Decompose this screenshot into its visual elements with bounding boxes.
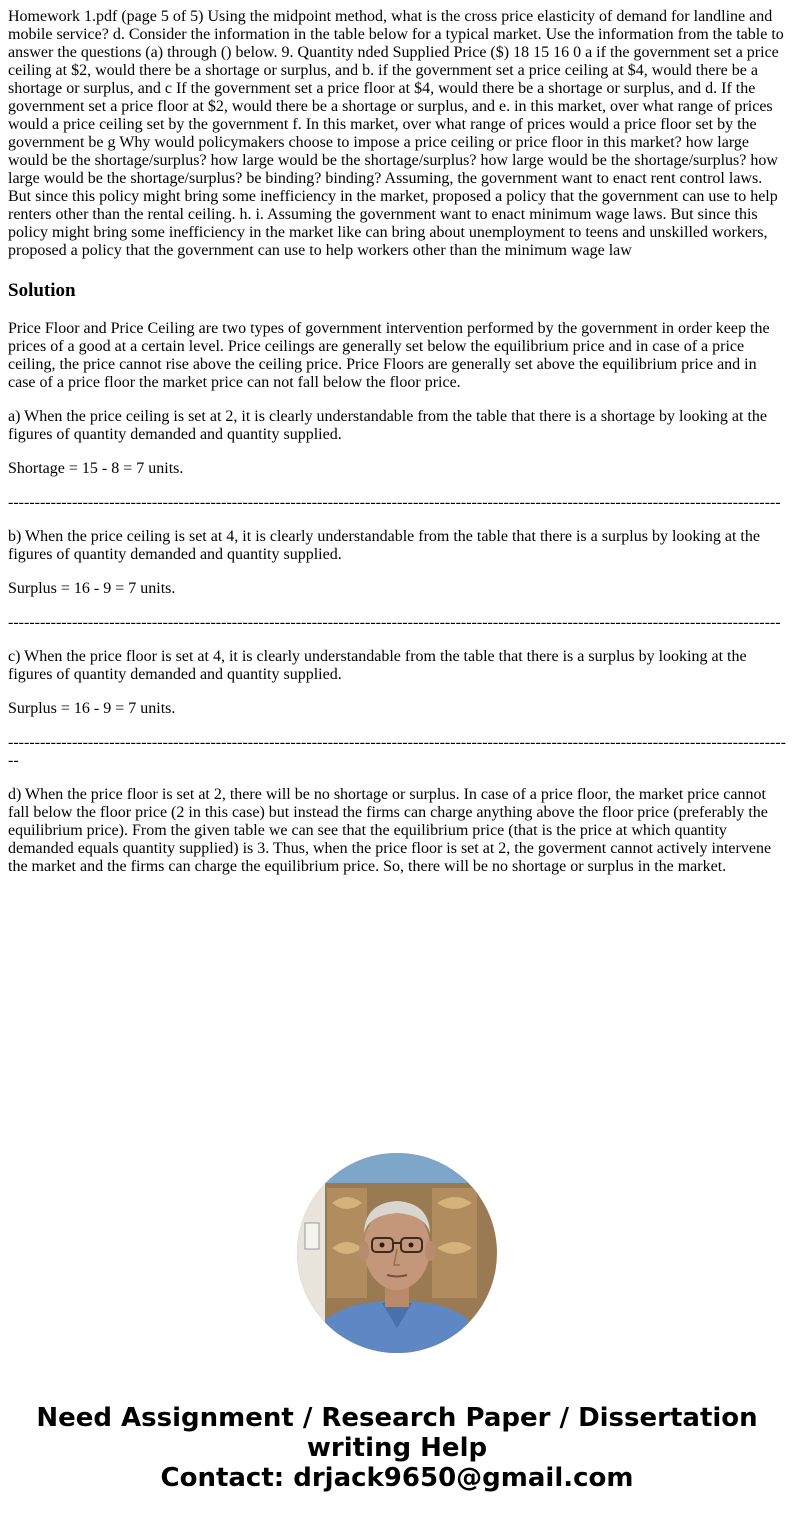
question-text: Homework 1.pdf (page 5 of 5) Using the midpoint method, what is the cross price elasticity of demand for landline and mobile service? d. Consider the information in the table below for a typical market. Use the information from the table to answer the questions (a) through () below. 9. Quantity nded Supplied Price ($) 18 15 16 0 a if the government set a price ceiling at $2, would there be a shortage or surplus, and b. if the government set a price ceiling at $4, would there be a shortage or surplus, and c If the government set a price floor at $4, would there be a shortage or surplus, and d. If the government set a price floor at $2, would there be a shortage or surplus, and e. in this market, over what range of prices would a price ceiling set by the government f. In this market, over what range of prices would a price floor set by the government be g Why would policymakers choose to impose a price ceiling or price floor in this market? how large would be the shortage/surplus? how large would be the shortage/surplus? how large would be the shortage/surplus? how large would be the shortage/surplus? be binding? binding? Assuming, the government want to enact rent control laws. But since this policy might bring some inefficiency in the market, proposed a policy that the government can use to help renters other than the rental ceiling. h. i. Assuming the government want to enact minimum wage laws. But since this policy might bring some inefficiency in the market like can bring about unemployment to teens and unskilled workers, proposed a policy that the government can use to help workers other than the minimum wage law — [8, 8, 784, 259]
footer-contact-email: Contact: drjack9650@gmail.com — [160, 1463, 634, 1493]
answer-a: a) When the price ceiling is set at 2, it is clearly understandable from the table that there is a shortage by looking at the figures of quantity demanded and quantity supplied. — [8, 408, 768, 443]
intro-paragraph: Price Floor and Price Ceiling are two types of government intervention performed by the government in order keep the prices of a good at a certain level. Price ceilings are generally set below the equilibrium price and in case of a price ceiling, the price cannot rise above the ceiling price. Price Floors are generally set above the equilibrium price and in case of a price floor the market price can not fall below the floor price. — [8, 320, 770, 391]
footer-line-1: Need Assignment / Research Paper / Dissertation — [36, 1403, 758, 1433]
divider-line: ------------------------------------------------------------------------------------------------------------------------------------------------- — [8, 614, 781, 631]
answer-c: c) When the price floor is set at 4, it is clearly understandable from the table that there is a surplus by looking at the figures of quantity demanded and quantity supplied. — [8, 648, 747, 683]
result-b: Surplus = 16 - 9 = 7 units. — [8, 580, 176, 597]
footer-line-2: writing Help — [306, 1433, 488, 1463]
contact-banner — [0, 1403, 794, 1493]
solution-heading: Solution — [8, 280, 76, 301]
answer-d: d) When the price floor is set at 2, there will be no shortage or surplus. In case of a price floor, the market price cannot fall below the floor price (2 in this case) but instead the firms can charge anything above the floor price (preferably the equilibrium price). From the given table we can see that the equilibrium price (that is the price at which quantity demanded equals quantity supplied) is 3. Thus, when the price floor is set at 2, the goverment cannot actively intervene the market and the firms can charge the equilibrium price. So, there will be no shortage or surplus in the market. — [8, 786, 772, 875]
result-a: Shortage = 15 - 8 = 7 units. — [8, 460, 184, 477]
result-c: Surplus = 16 - 9 = 7 units. — [8, 700, 176, 717]
document-body — [8, 8, 786, 892]
tutor-avatar — [297, 1153, 497, 1353]
divider-line: ---------------------------------------------------------------------------------------------------------------------------------------------------- — [8, 734, 786, 769]
answer-b: b) When the price ceiling is set at 4, it is clearly understandable from the table that there is a surplus by looking at the figures of quantity demanded and quantity supplied. — [8, 528, 760, 563]
divider-line: ------------------------------------------------------------------------------------------------------------------------------------------------- — [8, 494, 781, 511]
